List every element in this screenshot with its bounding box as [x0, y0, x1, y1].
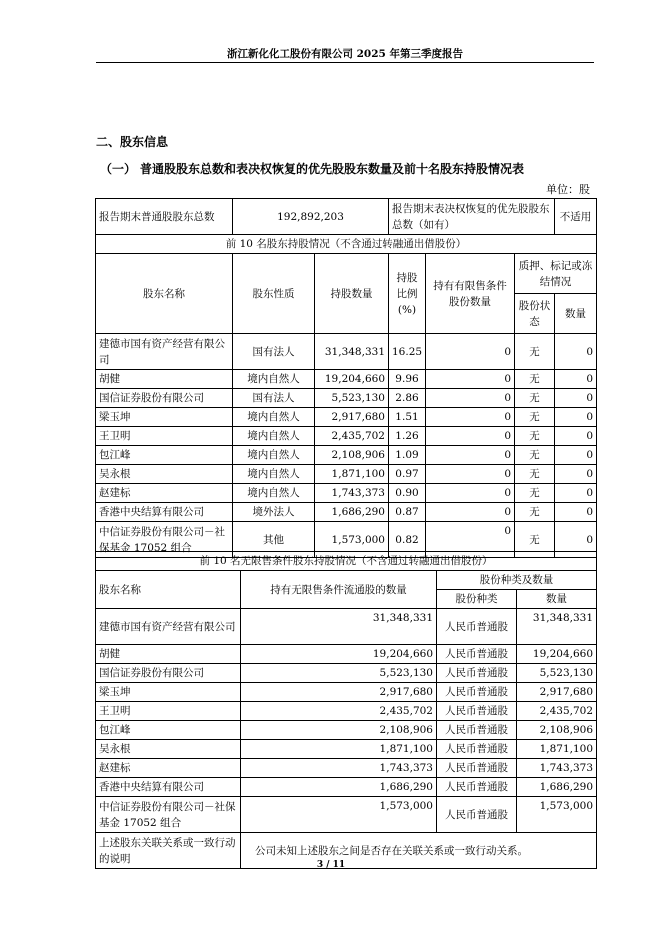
pledge-count: 0 — [555, 427, 597, 446]
unrestricted-quantity: 1,686,290 — [241, 778, 437, 797]
pref-holders-value: 不适用 — [555, 199, 597, 235]
table-row — [96, 797, 597, 833]
pledge-count: 0 — [555, 503, 597, 522]
shareholder-name: 国信证券股份有限公司 — [96, 664, 241, 683]
table-row — [96, 446, 597, 465]
share-type: 人民币普通股 — [437, 740, 517, 759]
share-quantity: 2,435,702 — [315, 427, 389, 446]
col-header-qty: 持股数量 — [315, 254, 389, 334]
col-header-name: 股东名称 — [96, 571, 241, 609]
report-header: 浙江新化化工股份有限公司 2025 年第三季度报告 — [226, 48, 464, 60]
shareholder-nature: 境内自然人 — [233, 427, 315, 446]
share-ratio: 16.25 — [389, 334, 426, 370]
pledge-count: 0 — [555, 465, 597, 484]
pledge-count: 0 — [555, 370, 597, 389]
unrestricted-caption: 前 10 名无限售条件股东持股情况（不含通过转融通出借股份） — [96, 552, 597, 571]
restricted-shares: 0 — [426, 465, 515, 484]
share-quantity: 31,348,331 — [315, 334, 389, 370]
share-quantity: 2,917,680 — [315, 408, 389, 427]
share-ratio: 1.51 — [389, 408, 426, 427]
unrestricted-quantity: 31,348,331 — [241, 609, 437, 645]
total-holders-value: 192,892,203 — [233, 199, 389, 235]
summary-row — [96, 199, 597, 235]
shareholder-name: 胡健 — [96, 645, 241, 664]
share-quantity: 2,108,906 — [315, 446, 389, 465]
table-row — [96, 427, 597, 446]
share-type: 人民币普通股 — [437, 683, 517, 702]
shareholder-name: 国信证券股份有限公司 — [96, 389, 233, 408]
shareholder-name: 梁玉坤 — [96, 408, 233, 427]
share-count: 2,108,906 — [517, 721, 597, 740]
pledge-status: 无 — [515, 334, 555, 370]
shareholder-name: 建德市国有资产经营有限公司 — [96, 609, 241, 645]
table-row — [96, 759, 597, 778]
col-header-type-group: 股份种类及数量 — [437, 571, 597, 590]
share-type: 人民币普通股 — [437, 721, 517, 740]
table-row — [96, 334, 597, 370]
table-row — [96, 408, 597, 427]
share-type: 人民币普通股 — [437, 778, 517, 797]
header-divider — [96, 62, 594, 63]
unrestricted-quantity: 1,573,000 — [241, 797, 437, 833]
unrestricted-quantity: 2,108,906 — [241, 721, 437, 740]
col-header-count: 数量 — [517, 590, 597, 609]
share-ratio: 0.90 — [389, 484, 426, 503]
shareholder-nature: 国有法人 — [233, 389, 315, 408]
unrestricted-quantity: 1,871,100 — [241, 740, 437, 759]
shareholder-name: 吴永根 — [96, 465, 233, 484]
restricted-shares: 0 — [426, 334, 515, 370]
total-holders-label: 报告期末普通股股东总数 — [96, 199, 233, 235]
pledge-count: 0 — [555, 522, 597, 558]
share-type: 人民币普通股 — [437, 702, 517, 721]
shareholder-nature: 国有法人 — [233, 334, 315, 370]
share-quantity: 5,523,130 — [315, 389, 389, 408]
share-type: 人民币普通股 — [437, 797, 517, 833]
pledge-status: 无 — [515, 522, 555, 558]
share-count: 1,686,290 — [517, 778, 597, 797]
top10-shareholders-table — [95, 198, 597, 558]
col-header-type: 股份种类 — [437, 590, 517, 609]
shareholder-name: 王卫明 — [96, 427, 233, 446]
shareholder-name: 赵建标 — [96, 484, 233, 503]
share-ratio: 0.87 — [389, 503, 426, 522]
col-header-pledge: 质押、标记或冻结情况 — [515, 254, 597, 294]
share-ratio: 0.97 — [389, 465, 426, 484]
shareholder-name: 中信证券股份有限公司－社保基金 17052 组合 — [96, 797, 241, 833]
subsection-number: （一） — [100, 162, 137, 176]
share-count: 1,573,000 — [517, 797, 597, 833]
share-count: 1,871,100 — [517, 740, 597, 759]
pledge-status: 无 — [515, 370, 555, 389]
shareholder-name: 香港中央结算有限公司 — [96, 778, 241, 797]
table-row — [96, 702, 597, 721]
shareholder-nature: 境内自然人 — [233, 370, 315, 389]
col-header-count: 数量 — [555, 294, 597, 334]
col-header-name: 股东名称 — [96, 254, 233, 334]
share-quantity: 1,871,100 — [315, 465, 389, 484]
share-quantity: 1,743,373 — [315, 484, 389, 503]
share-quantity: 1,686,290 — [315, 503, 389, 522]
share-type: 人民币普通股 — [437, 609, 517, 645]
col-header-restricted: 持有有限售条件股份数量 — [426, 254, 515, 334]
share-count: 2,917,680 — [517, 683, 597, 702]
shareholder-nature: 境外法人 — [233, 503, 315, 522]
subsection-title — [100, 160, 524, 177]
shareholder-name: 香港中央结算有限公司 — [96, 503, 233, 522]
shareholder-name: 吴永根 — [96, 740, 241, 759]
shareholder-nature: 境内自然人 — [233, 408, 315, 427]
table-row — [96, 370, 597, 389]
restricted-shares: 0 — [426, 484, 515, 503]
table-row — [96, 664, 597, 683]
relation-text: 公司未知上述股东之间是否存在关联关系或一致行动关系。 — [241, 833, 597, 869]
pref-holders-label: 报告期末表决权恢复的优先股股东总数（如有） — [389, 199, 555, 235]
share-count: 31,348,331 — [517, 609, 597, 645]
unrestricted-quantity: 1,743,373 — [241, 759, 437, 778]
col-header-unrestricted-qty: 持有无限售条件流通股的数量 — [241, 571, 437, 609]
share-ratio: 9.96 — [389, 370, 426, 389]
table-row — [96, 778, 597, 797]
unrestricted-shareholders-table — [95, 551, 597, 869]
pledge-status: 无 — [515, 484, 555, 503]
pledge-status: 无 — [515, 408, 555, 427]
subsection-text: 普通股股东总数和表决权恢复的优先股股东数量及前十名股东持股情况表 — [140, 162, 525, 176]
shareholder-name: 梁玉坤 — [96, 683, 241, 702]
col-header-status: 股份状态 — [515, 294, 555, 334]
pledge-count: 0 — [555, 334, 597, 370]
share-ratio: 1.26 — [389, 427, 426, 446]
shareholder-name: 建德市国有资产经营有限公司 — [96, 334, 233, 370]
shareholder-nature: 其他 — [233, 522, 315, 558]
pledge-status: 无 — [515, 446, 555, 465]
restricted-shares: 0 — [426, 503, 515, 522]
shareholder-nature: 境内自然人 — [233, 465, 315, 484]
pledge-status: 无 — [515, 389, 555, 408]
shareholder-name: 赵建标 — [96, 759, 241, 778]
unrestricted-quantity: 2,917,680 — [241, 683, 437, 702]
pledge-status: 无 — [515, 427, 555, 446]
restricted-shares: 0 — [426, 408, 515, 427]
share-quantity: 1,573,000 — [315, 522, 389, 558]
pledge-count: 0 — [555, 389, 597, 408]
unrestricted-quantity: 5,523,130 — [241, 664, 437, 683]
share-count: 5,523,130 — [517, 664, 597, 683]
share-type: 人民币普通股 — [437, 645, 517, 664]
shareholder-name: 胡健 — [96, 370, 233, 389]
pledge-count: 0 — [555, 408, 597, 427]
pledge-count: 0 — [555, 446, 597, 465]
shareholder-name: 包江峰 — [96, 721, 241, 740]
shareholder-nature: 境内自然人 — [233, 446, 315, 465]
shareholder-name: 包江峰 — [96, 446, 233, 465]
table-row — [96, 740, 597, 759]
share-count: 2,435,702 — [517, 702, 597, 721]
restricted-shares: 0 — [426, 389, 515, 408]
restricted-shares: 0 — [426, 522, 515, 558]
restricted-shares: 0 — [426, 427, 515, 446]
table-row — [96, 721, 597, 740]
pledge-count: 0 — [555, 484, 597, 503]
relation-label: 上述股东关联关系或一致行动的说明 — [96, 833, 241, 869]
share-ratio: 2.86 — [389, 389, 426, 408]
section-title: 二、股东信息 — [96, 135, 169, 149]
pledge-status: 无 — [515, 465, 555, 484]
page-number: 3 / 11 — [316, 860, 346, 870]
share-count: 1,743,373 — [517, 759, 597, 778]
table-row — [96, 609, 597, 645]
table-row — [96, 465, 597, 484]
share-ratio: 0.82 — [389, 522, 426, 558]
table-row — [96, 503, 597, 522]
pledge-status: 无 — [515, 503, 555, 522]
shareholder-name: 王卫明 — [96, 702, 241, 721]
table-row — [96, 484, 597, 503]
share-quantity: 19,204,660 — [315, 370, 389, 389]
unrestricted-quantity: 19,204,660 — [241, 645, 437, 664]
top10-caption: 前 10 名股东持股情况（不含通过转融通出借股份） — [96, 235, 597, 254]
share-count: 19,204,660 — [517, 645, 597, 664]
col-header-nature: 股东性质 — [233, 254, 315, 334]
table-row — [96, 645, 597, 664]
share-ratio: 1.09 — [389, 446, 426, 465]
restricted-shares: 0 — [426, 370, 515, 389]
col-header-ratio: 持股比例(%) — [389, 254, 426, 334]
share-type: 人民币普通股 — [437, 664, 517, 683]
table-row — [96, 389, 597, 408]
unrestricted-quantity: 2,435,702 — [241, 702, 437, 721]
shareholder-name: 中信证券股份有限公司－社保基金 17052 组合 — [96, 522, 233, 558]
share-type: 人民币普通股 — [437, 759, 517, 778]
restricted-shares: 0 — [426, 446, 515, 465]
shareholder-nature: 境内自然人 — [233, 484, 315, 503]
unit-label: 单位：股 — [546, 183, 590, 196]
table-row — [96, 683, 597, 702]
